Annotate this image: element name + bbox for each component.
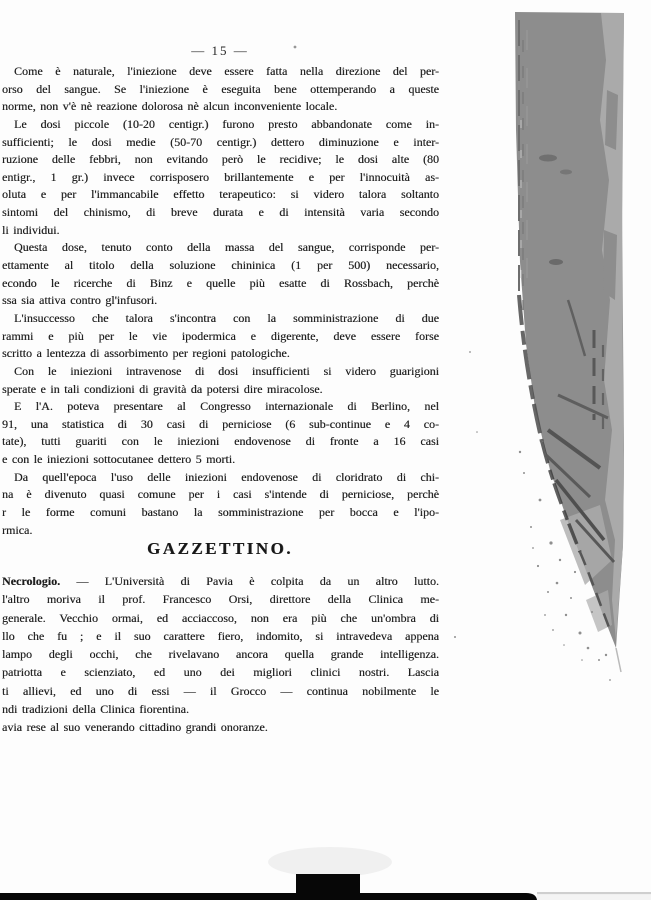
text-line: ruzione delle febbri, non evitando però le recidive; le dosi alte (80 xyxy=(2,152,439,167)
scan-speck-dot xyxy=(294,46,297,49)
section-heading: GAZZETTINO. xyxy=(146,539,294,558)
text-line: oluta e per l'immancabile effetto terapeutico: si videro talora soltanto xyxy=(2,187,439,202)
text-line: na è divenuto quasi comune per i casi s'intende di perniciose, perchè xyxy=(2,487,439,502)
text-line: L'insuccesso che talora s'incontra con la somministrazione di due xyxy=(14,310,439,325)
text-line: llo che fu ; e il suo carattere fiero, indomito, si intravedeva appena xyxy=(2,628,439,643)
text-line: li individui. xyxy=(2,222,60,237)
text-line: scritto a lentezza di assorbimento per regioni patologiche. xyxy=(2,346,290,361)
scan-smudge xyxy=(268,847,392,877)
text-line: sperate e in tali condizioni di gravità da potersi dire miracolose. xyxy=(2,381,323,396)
text-line: Come è naturale, l'iniezione deve essere fatta nella direzione del per- xyxy=(14,64,439,78)
text-line: rammi e più per le vie ipodermica e digerente, deve essere forse xyxy=(2,328,439,343)
text-line: Da quell'epoca l'uso delle iniezioni endovenose di cloridrato di chi- xyxy=(14,469,439,484)
text-line: ettamente al titolo della soluzione chininica (1 per 500) necessario, xyxy=(2,258,439,273)
text-line: avia rese al suo venerando cittadino grandi onoranze. xyxy=(2,720,268,735)
text-line: r le forme comuni bastano la somministrazione per bocca e l'ipo- xyxy=(2,505,439,520)
scan-bar-bottom xyxy=(0,893,537,900)
necrologio-lead: Necrologio. xyxy=(2,574,61,588)
scan-bottom-bars xyxy=(0,847,651,900)
scan-edge-line xyxy=(537,892,651,894)
text-line: Questa dose, tenuto conto della massa del sangue, corrisponde per- xyxy=(14,240,439,255)
scan-edge-fade xyxy=(537,895,651,900)
text-line: 91, una statistica di 30 casi di perniciose (6 sub-continue e 4 co- xyxy=(2,416,439,431)
text-line: e con le iniezioni sottocutanee dettero 5 morti. xyxy=(2,452,236,467)
text-line: sufficienti; le dosi medie (50-70 centigr.) dettero diminuzione e inter- xyxy=(2,134,439,149)
text-line: ti allievi, ed uno di essi — il Grocco — continua nobilmente le xyxy=(2,683,439,698)
necrologio-first-line-rest: — L'Università di Pavia è colpita da un altro lutto. xyxy=(60,574,439,588)
text-line: ssa sia attiva contro gl'infusori. xyxy=(2,293,158,308)
text-line: Con le iniezioni intravenose di dosi insufficienti si videro guarigioni xyxy=(14,363,439,378)
text-line: entigr., 1 gr.) invece corrisposero brillantemente e per l'innocuità as- xyxy=(2,169,439,184)
text-line: ndi tradizioni della Clinica fiorentina. xyxy=(2,702,189,717)
text-line: sintomi del chinismo, di breve durata e di intensità varia secondo xyxy=(2,205,439,220)
text-line: generale. Vecchio ormai, ed acciaccoso, non era più che un'ombra di xyxy=(2,610,439,625)
page-number: — 15 — xyxy=(191,43,249,58)
text-line: econdo le ricerche di Binz e quelle più esatte di Rossbach, perchè xyxy=(2,275,439,290)
text-line: orso del sangue. Se l'iniezione è eseguita bene ottemperando a queste xyxy=(2,81,439,96)
scan-bar-notch xyxy=(296,874,360,894)
text-line: norme, non v'è nè reazione dolorosa nè alcun inconveniente locale. xyxy=(2,99,338,114)
text-line: patriotta e scienziato, ed uno dei migliori clinici nostri. Lascia xyxy=(2,665,439,680)
text-line: rmica. xyxy=(2,522,33,537)
text-line: l'altro moriva il prof. Francesco Orsi, direttore della Clinica me- xyxy=(2,592,439,607)
text-line: E l'A. poteva presentare al Congresso internazionale di Berlino, nel xyxy=(14,399,439,414)
text-line: lampo degli occhi, che rivelavano ancora quella grande intelligenza. xyxy=(2,647,439,662)
scan-binding-shadow xyxy=(454,12,624,681)
text-line: Le dosi piccole (10-20 centigr.) furono presto abbandonate come in- xyxy=(14,116,439,131)
text-line: tate), tutti guariti con le iniezioni endovenose di fronte a 16 casi xyxy=(2,434,439,449)
